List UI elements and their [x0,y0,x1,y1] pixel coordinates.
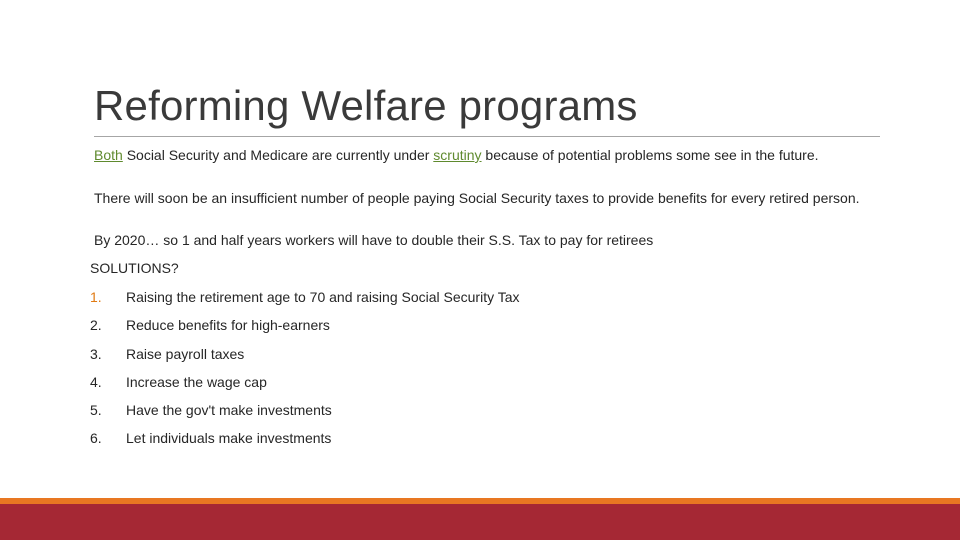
list-number: 3. [90,345,102,362]
list-item [90,374,520,402]
list-item [90,289,520,317]
link-both[interactable]: Both [94,147,123,163]
list-text: Increase the wage cap [126,373,267,390]
paragraph-insufficient: There will soon be an insufficient number of people paying Social Security taxes to provide benefits for every retired person. [94,190,860,206]
list-number: 6. [90,430,102,447]
list-number: 5. [90,402,102,419]
footer-band [0,504,960,540]
list-text: Let individuals make investments [126,430,332,447]
slide-title: Reforming Welfare programs [94,82,638,129]
list-text: Raise payroll taxes [126,345,245,362]
list-text: Have the gov't make investments [126,402,332,419]
list-item [90,430,520,458]
link-scrutiny[interactable]: scrutiny [433,147,482,163]
list-item [90,317,520,345]
solutions-list [90,289,520,459]
list-number: 4. [90,373,102,390]
solutions-heading: SOLUTIONS? [90,260,179,276]
list-item [90,402,520,430]
title-divider [94,136,880,137]
paragraph-2020: By 2020… so 1 and half years workers will have to double their S.S. Tax to pay for retirees [94,232,654,248]
list-item [90,346,520,374]
paragraph-text-part2: because of potential problems some see in the future. [481,147,819,163]
list-text: Raising the retirement age to 70 and raising Social Security Tax [126,289,520,305]
list-text: Reduce benefits for high-earners [126,317,330,334]
paragraph-scrutiny [94,148,874,162]
paragraph-text-part1: Social Security and Medicare are currently under [122,147,434,163]
list-number: 2. [90,317,102,334]
list-number: 1. [90,289,102,305]
